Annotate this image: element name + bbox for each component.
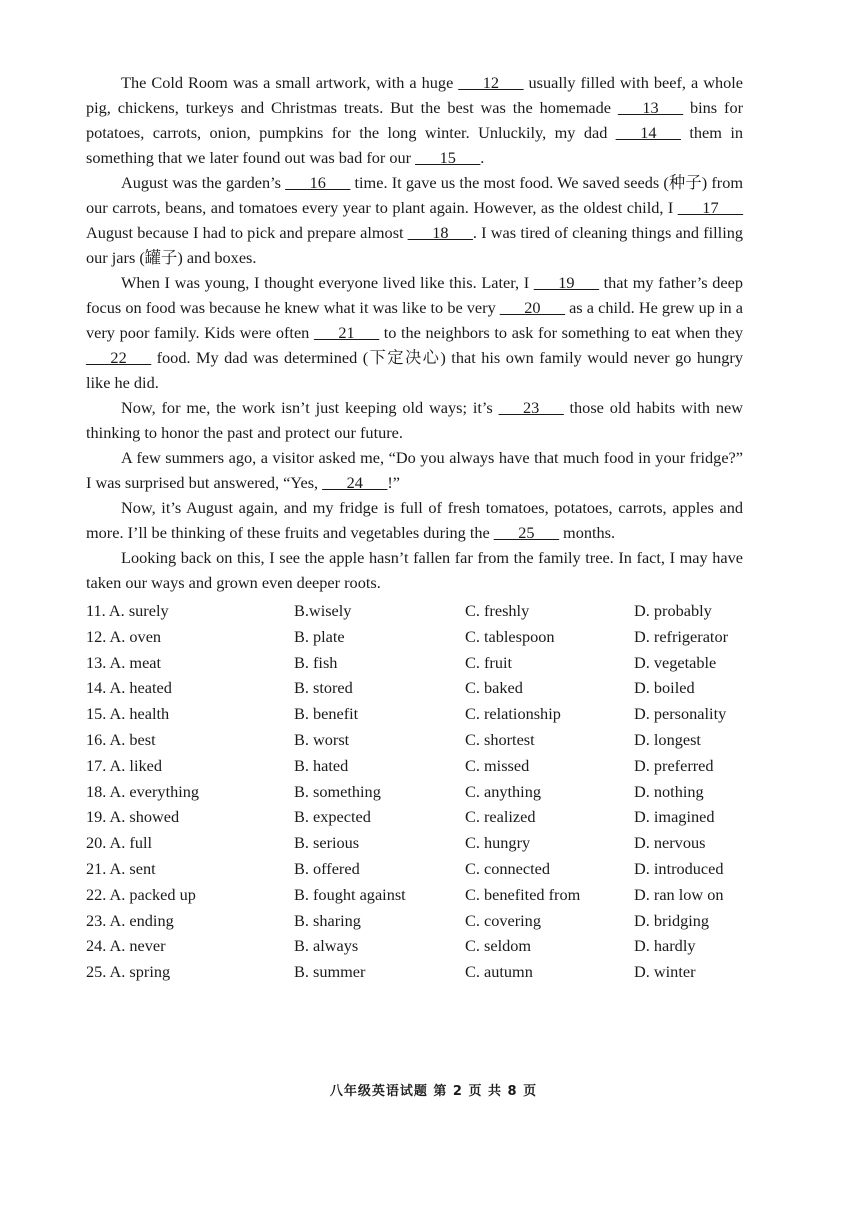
question-options-row — [86, 624, 766, 650]
option-d: D. nothing — [634, 781, 704, 801]
option-b: B. fish — [294, 652, 338, 672]
passage-text: that my father’s deep focus on food was because he knew what it was like to be very — [86, 273, 743, 317]
option-c: C. seldom — [465, 936, 532, 956]
passage-text: to the neighbors to ask for something to eat when they — [379, 323, 743, 342]
question-options-row — [86, 856, 766, 882]
option-a: 12. A. oven — [86, 626, 162, 646]
answer-blank: ___19___ — [533, 273, 599, 292]
answer-blank: ___14___ — [615, 123, 681, 142]
option-c: C. hungry — [465, 833, 531, 853]
question-options-row — [86, 882, 766, 908]
question-options-row — [86, 598, 766, 624]
option-b: B. always — [294, 936, 359, 956]
passage-text: those old habits with new thinking to honor the past and protect our future. — [86, 398, 743, 442]
option-b: B. worst — [294, 729, 350, 749]
answer-blank: ___23___ — [498, 398, 564, 417]
option-b: B. offered — [294, 858, 360, 878]
option-d: D. bridging — [634, 910, 710, 930]
passage-text: Now, for me, the work isn’t just keeping old ways; it’s — [121, 398, 499, 417]
option-b: B. stored — [294, 678, 353, 698]
question-options-row — [86, 779, 766, 805]
option-b: B. summer — [294, 962, 366, 982]
option-d: D. boiled — [634, 678, 695, 698]
option-a: 18. A. everything — [86, 781, 200, 801]
question-options-row — [86, 727, 766, 753]
option-b: B. plate — [294, 626, 345, 646]
option-a: 20. A. full — [86, 833, 153, 853]
option-b: B.wisely — [294, 601, 352, 620]
paragraph-4 — [86, 395, 743, 445]
answer-blank: ___12___ — [458, 73, 524, 92]
option-d: D. probably — [634, 601, 712, 620]
answer-blank: ___15___ — [415, 148, 481, 167]
option-c: C. tablespoon — [465, 626, 555, 646]
question-options-row — [86, 650, 766, 676]
cloze-passage — [86, 70, 743, 595]
passage-text: . I was tired of cleaning things and filling our jars (罐子) and boxes. — [86, 223, 744, 267]
passage-text: The Cold Room was a small artwork, with a huge — [121, 73, 459, 92]
passage-text: . — [480, 148, 485, 167]
option-a: 19. A. showed — [86, 807, 180, 827]
passage-text: !” — [387, 473, 400, 492]
passage-text: time. It gave us the most food. We saved seeds (种子) from our carrots, beans, and tomatoes every year to plant again. However, as the oldest child, I — [86, 173, 743, 217]
option-b: B. something — [294, 781, 381, 801]
paragraph-3 — [86, 270, 743, 395]
option-a: 22. A. packed up — [86, 884, 196, 904]
option-a: 25. A. spring — [86, 962, 171, 982]
option-c: C. realized — [465, 807, 536, 827]
passage-text: August was the garden’s — [121, 173, 286, 192]
passage-text: food. My dad was determined (下定决心) that his own family would never go hungry like he did. — [86, 348, 743, 392]
passage-text: bins for potatoes, carrots, onion, pumpkins for the long winter. Unluckily, my dad — [86, 98, 744, 142]
option-d: D. nervous — [634, 833, 706, 853]
question-options-row — [86, 959, 766, 985]
passage-text: August because I had to pick and prepare almost — [86, 223, 408, 242]
paragraph-5 — [86, 445, 743, 495]
option-c: C. missed — [465, 755, 530, 775]
option-a: 21. A. sent — [86, 858, 156, 878]
question-options-row — [86, 701, 766, 727]
option-c: C. relationship — [465, 704, 561, 724]
option-b: B. hated — [294, 755, 349, 775]
option-d: D. longest — [634, 729, 701, 749]
option-b: B. sharing — [294, 910, 361, 930]
option-c: C. benefited from — [465, 884, 581, 904]
option-d: D. ran low on — [634, 884, 724, 904]
answer-blank: ___18___ — [407, 223, 473, 242]
answer-blank: ___21___ — [313, 323, 380, 342]
option-d: D. preferred — [634, 755, 714, 775]
answer-blank: ___17___ — [677, 198, 743, 217]
option-c: C. baked — [465, 678, 523, 698]
passage-text: Looking back on this, I see the apple hasn’t fallen far from the family tree. In fact, I may have taken our ways and grown even deeper roots. — [86, 548, 743, 592]
passage-text: Now, it’s August again, and my fridge is full of fresh tomatoes, potatoes, carrots, apples and more. I’ll be thinking of these fruits and vegetables during the — [86, 498, 743, 542]
option-c: C. freshly — [465, 601, 530, 620]
option-d: D. vegetable — [634, 652, 717, 672]
option-c: C. autumn — [465, 962, 533, 982]
option-d: D. personality — [634, 704, 727, 724]
answer-options — [86, 598, 766, 985]
passage-text: usually filled with beef, a whole pig, chickens, turkeys and Christmas treats. But the best was the homemade — [86, 73, 744, 117]
paragraph-7 — [86, 545, 743, 595]
question-options-row — [86, 830, 766, 856]
option-b: B. benefit — [294, 704, 359, 724]
paragraph-6 — [86, 495, 743, 545]
option-c: C. shortest — [465, 729, 535, 749]
option-a: 11. A. surely — [86, 601, 169, 620]
question-options-row — [86, 804, 766, 830]
passage-text: them in something that we later found out was bad for our — [86, 123, 743, 167]
option-b: B. serious — [294, 833, 360, 853]
option-d: D. imagined — [634, 807, 715, 827]
paragraph-2 — [86, 170, 743, 270]
option-a: 23. A. ending — [86, 910, 174, 930]
page-footer: 八年级英语试题 第 2 页 共 8 页 — [329, 1084, 538, 1099]
option-d: D. hardly — [634, 936, 696, 956]
answer-blank: ___24___ — [322, 473, 388, 492]
option-c: C. connected — [465, 858, 550, 878]
question-options-row — [86, 908, 766, 934]
option-a: 17. A. liked — [86, 755, 162, 775]
option-a: 24. A. never — [86, 936, 166, 956]
passage-text: When I was young, I thought everyone lived like this. Later, I — [121, 273, 534, 292]
option-a: 14. A. heated — [86, 678, 172, 698]
option-b: B. fought against — [294, 884, 406, 904]
question-options-row — [86, 933, 766, 959]
passage-text: months. — [558, 523, 616, 542]
answer-blank: ___13___ — [617, 98, 684, 117]
option-c: C. covering — [465, 910, 541, 930]
answer-blank: ___22___ — [86, 348, 152, 367]
answer-blank: ___16___ — [285, 173, 351, 192]
paragraph-1 — [86, 70, 743, 170]
answer-blank: ___25___ — [493, 523, 559, 542]
question-options-row — [86, 753, 766, 779]
option-a: 16. A. best — [86, 729, 156, 749]
option-d: D. refrigerator — [634, 626, 729, 646]
option-d: D. winter — [634, 962, 696, 982]
option-c: C. anything — [465, 781, 541, 801]
option-d: D. introduced — [634, 858, 724, 878]
option-a: 15. A. health — [86, 704, 170, 724]
question-options-row — [86, 675, 766, 701]
option-c: C. fruit — [465, 652, 513, 672]
option-a: 13. A. meat — [86, 652, 162, 672]
passage-text: A few summers ago, a visitor asked me, “Do you always have that much food in your fridge?” I was surprised but answered, “Yes, — [86, 448, 743, 492]
passage-text: as a child. He grew up in a very poor family. Kids were often — [86, 298, 743, 342]
answer-blank: ___20___ — [499, 298, 565, 317]
option-b: B. expected — [294, 807, 371, 827]
